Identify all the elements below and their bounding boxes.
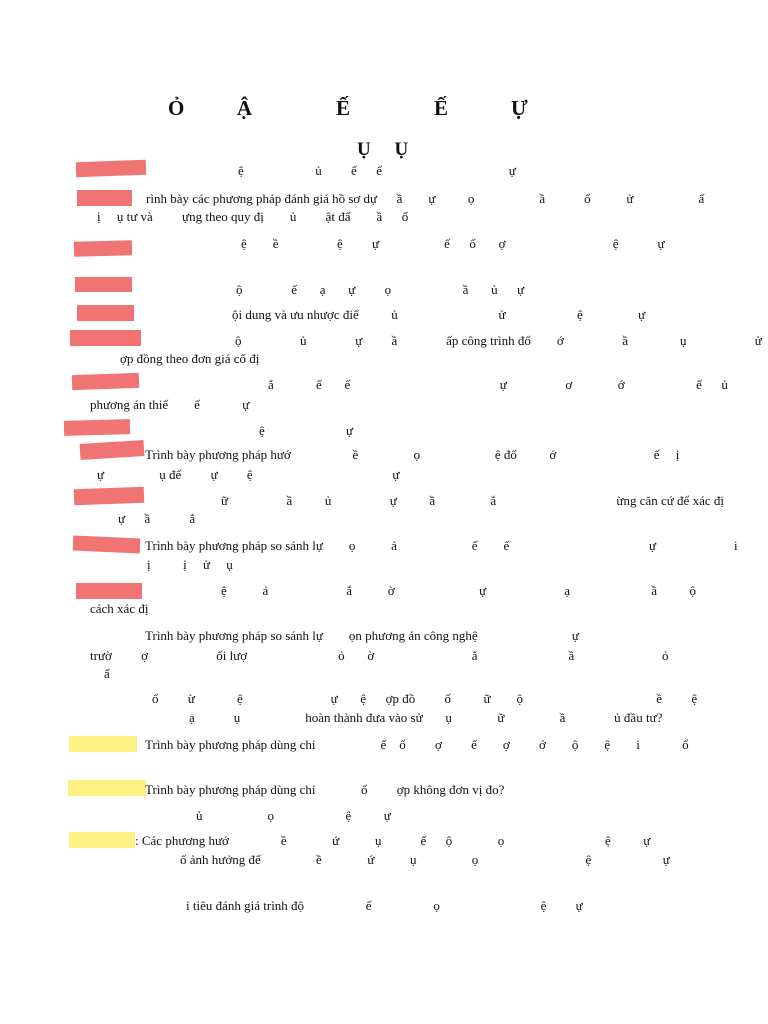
- red-highlight-mark: [64, 419, 130, 436]
- red-highlight-mark: [80, 440, 145, 460]
- yellow-highlight-mark: [69, 832, 135, 848]
- text-line: ạ ụ hoàn thành đưa vào sử ụ ữ ầ ủ đầu tư?: [189, 710, 663, 725]
- text-line: rình bày các phương pháp đánh giá hồ sơ dự ầ ự ọ ầ ổ ử ấ: [146, 191, 705, 206]
- red-highlight-mark: [76, 583, 142, 599]
- text-line: ố ảnh hưởng đế ề ứ ụ ọ ệ ự: [180, 852, 670, 867]
- text-line: ệ ủ ế ế ự: [238, 163, 516, 178]
- text-line: i tiêu đánh giá trình độ ế ọ ệ ự: [186, 898, 583, 913]
- red-highlight-mark: [70, 330, 141, 346]
- text-line: ệ ề ệ ự ế ố ợ ệ ự: [241, 236, 665, 251]
- text-line: trườ ợ ối lượ ỏ ờ ắ ầ ỏ: [90, 648, 669, 663]
- yellow-highlight-mark: [68, 780, 146, 796]
- text-line: ấ: [104, 666, 110, 681]
- text-line: ộ ế ạ ự ọ ầ ủ ự: [236, 282, 525, 297]
- text-line: ệ ự: [259, 423, 354, 438]
- text-line: ội dung và ưu nhược điể ủ ử ệ ự: [232, 307, 646, 322]
- text-line: ổ ừ ệ ự ệ ợp đồ ổ ữ ộ ề ệ: [152, 691, 698, 706]
- red-highlight-mark: [76, 160, 146, 177]
- text-line: ộ ủ ự ầ ấp công trình đố ớ ầ ụ ử: [235, 333, 762, 348]
- text-line: ị ụ tư và ựng theo quy đị ủ ật đấ ầ ố: [97, 209, 409, 224]
- text-line: ủ ọ ệ ự: [196, 808, 391, 823]
- text-line: Trình bày phương pháp so sánh lự ọ ả ế ế ự i: [145, 538, 738, 553]
- text-line: ữ ầ ủ ự ầ ắ ừng căn cứ để xác đị: [221, 493, 724, 508]
- text-line: Trình bày phương pháp dùng chỉ ế ổ ợ ế ợ ớ ộ ệ i ổ: [145, 737, 689, 752]
- red-highlight-mark: [72, 373, 139, 390]
- red-highlight-mark: [73, 536, 141, 554]
- text-line: ợp đồng theo đơn giá cố đị: [120, 351, 260, 366]
- text-line: cách xác đị: [90, 601, 149, 616]
- text-line: Trình bày phương pháp dùng chỉ ổ ợp không đơn vị đo?: [145, 782, 505, 797]
- red-highlight-mark: [74, 487, 145, 505]
- red-highlight-mark: [74, 240, 132, 257]
- red-highlight-mark: [77, 305, 134, 321]
- red-highlight-mark: [75, 277, 132, 292]
- yellow-highlight-mark: [69, 736, 137, 752]
- text-line: ắ ế ế ự ơ ớ ế ủ: [268, 377, 728, 392]
- page-subtitle: Ụ Ụ: [357, 139, 409, 160]
- text-line: : Các phương hướ ề ứ ụ ế ộ ọ ệ ự: [135, 833, 651, 848]
- text-line: Trình bày phương pháp so sánh lự ọn phương án công nghệ ự: [145, 628, 579, 643]
- text-line: ị ị ử ụ: [147, 557, 233, 572]
- text-line: phương án thiế ế ự: [90, 397, 250, 412]
- text-line: ệ ả ắ ờ ự ạ ầ ộ: [221, 583, 697, 598]
- text-line: ự ụ để ự ệ ự: [97, 467, 400, 482]
- text-line: ự ầ ắ: [118, 511, 196, 526]
- red-highlight-mark: [77, 190, 132, 206]
- text-line: Trình bày phương pháp hướ ề ọ ệ đố ớ ế ị: [145, 447, 680, 462]
- page-title: Ỏ Ậ Ế Ế Ự: [168, 96, 528, 120]
